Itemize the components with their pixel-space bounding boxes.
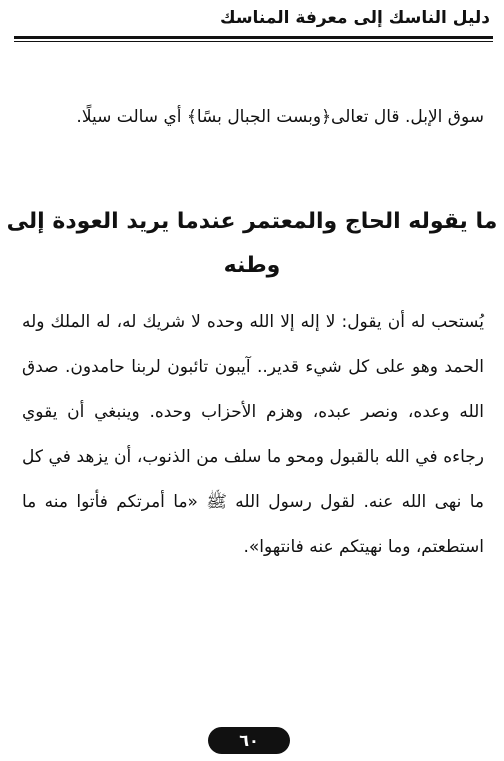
section-heading: ما يقوله الحاج والمعتمر عندما يريد العودة إلى وطنه [6,209,498,278]
page-number: ٦٠ [208,727,290,754]
paragraph-continuation: سوق الإبل. قال تعالى﴿وبست الجبال بسًا﴾ أي سالت سيلًا. [76,107,484,127]
header-rule-thick [14,36,493,39]
header-rule-thin [14,41,493,42]
paragraph-main: يُستحب له أن يقول: لا إله إلا الله وحده لا شريك له، له الملك وله الحمد وهو على كل شيء قدير.. آيبون تائبون لربنا حامدون. صدق الله وعده، ونصر عبده، وهزم الأحزاب وحده. وينبغي أن يقوي رجاءه في الله بالقبول ومحو ما سلف من الذنوب، أن يزهد في كل ما نهى الله عنه. لقول رسول الله ﷺ «ما أمرتكم فأتوا منه ما استطعتم، وما نهيتكم عنه فانتهوا». [22,312,484,557]
running-header-title: دليل الناسك إلى معرفة المناسك [220,8,490,28]
